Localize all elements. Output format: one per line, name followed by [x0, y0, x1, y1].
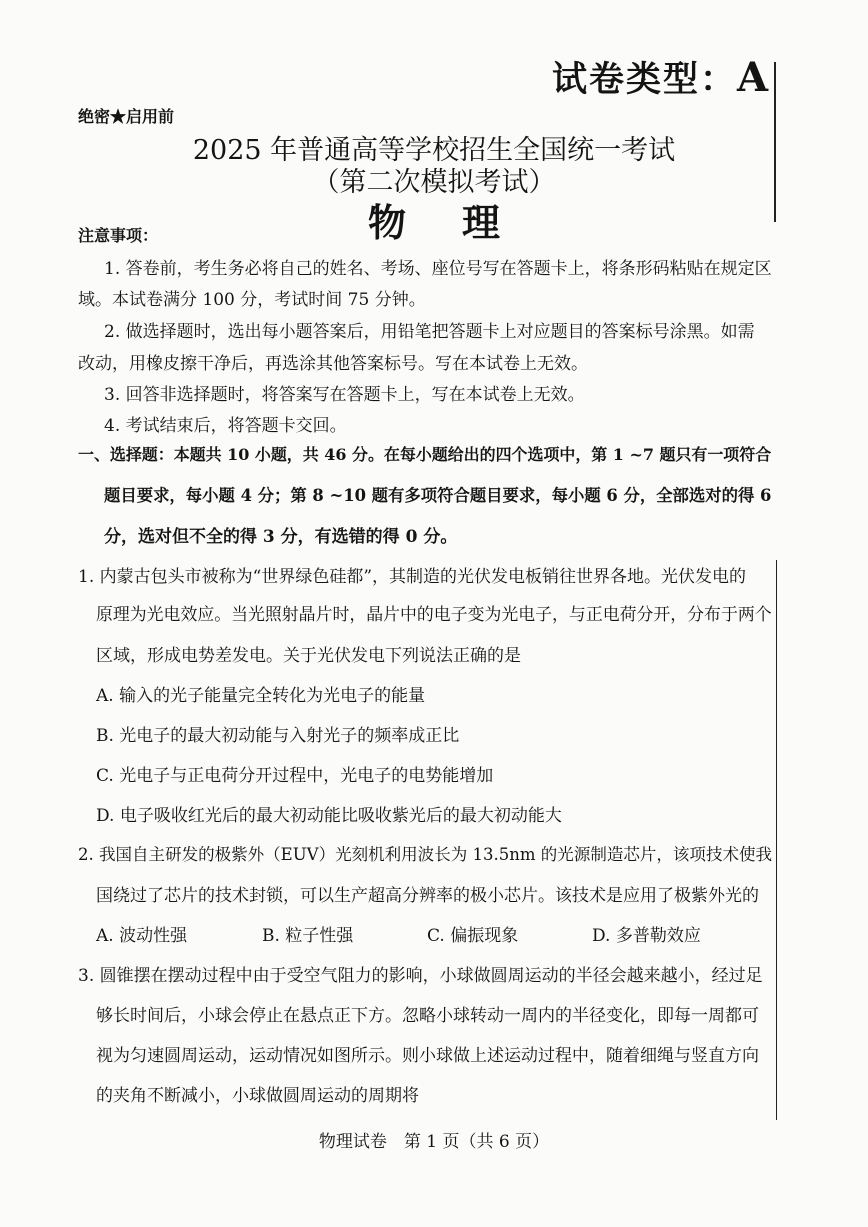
section-heading-line: 分，选对但不全的得 3 分，有选错的得 0 分。 — [104, 527, 458, 547]
question-1-option-c: C. 光电子与正电荷分开过程中，光电子的电势能增加 — [96, 766, 494, 786]
subject-title: 物理 — [367, 200, 556, 245]
question-1-option-a: A. 输入的光子能量完全转化为光电子的能量 — [96, 686, 426, 706]
question-1-stem-line: 1. 内蒙古包头市被称为“世界绿色硅都”，其制造的光伏发电板销往世界各地。光伏发电的 — [78, 567, 747, 587]
paper-type-letter: A — [736, 54, 770, 101]
question-1-option-d: D. 电子吸收红光后的最大初动能比吸收紫光后的最大初动能大 — [96, 806, 562, 826]
page-footer: 物理试卷 第 1 页（共 6 页） — [318, 1132, 550, 1152]
question-3-stem-line: 的夹角不断减小，小球做圆周运动的周期将 — [96, 1086, 419, 1106]
section-heading-line: 题目要求，每小题 4 分；第 8 ~10 题有多项符合题目要求，每小题 6 分，全部选对的得 6 — [104, 486, 772, 505]
question-2-option-c: C. 偏振现象 — [427, 926, 519, 946]
confidential-mark: 绝密★启用前 — [78, 107, 175, 126]
question-3-stem-line: 3. 圆锥摆在摆动过程中由于受空气阻力的影响，小球做圆周运动的半径会越来越小，经过足 — [78, 966, 763, 986]
paper-type-text: 试卷类型： — [551, 59, 737, 100]
question-2-stem-line: 2. 我国自主研发的极紫外（EUV）光刻机利用波长为 13.5nm 的光源制造芯片，该项技术使我 — [78, 845, 773, 864]
notice-line: 1. 答卷前，考生务必将自己的姓名、考场、座位号写在答题卡上，将条形码粘贴在规定区 — [104, 259, 772, 279]
question-1-option-b: B. 光电子的最大初动能与入射光子的频率成正比 — [96, 726, 460, 746]
question-3-stem-line: 够长时间后，小球会停止在悬点正下方。忽略小球转动一周内的半径变化，即每一周都可 — [96, 1006, 759, 1026]
question-1-stem-line: 区域，形成电势差发电。关于光伏发电下列说法正确的是 — [96, 646, 521, 666]
notice-line: 3. 回答非选择题时，将答案写在答题卡上，写在本试卷上无效。 — [104, 385, 585, 405]
notice-heading: 注意事项： — [78, 226, 159, 245]
question-2-option-a: A. 波动性强 — [96, 926, 188, 946]
notice-line: 改动，用橡皮擦干净后，再选涂其他答案标号。写在本试卷上无效。 — [78, 354, 588, 374]
question-1-stem-line: 原理为光电效应。当光照射晶片时，晶片中的电子变为光电子，与正电荷分开，分布于两个 — [96, 604, 772, 624]
exam-title: 2025 年普通高等学校招生全国统一考试 — [192, 135, 676, 166]
exam-subtitle: （第二次模拟考试） — [312, 167, 556, 198]
paper-type-label — [552, 52, 770, 102]
question-2-option-b: B. 粒子性强 — [262, 926, 354, 946]
notice-line: 2. 做选择题时，选出每小题答案后，用铅笔把答题卡上对应题目的答案标号涂黑。如需 — [104, 322, 755, 342]
section-heading-line: 一、选择题：本题共 10 小题，共 46 分。在每小题给出的四个选项中，第 1 ~7 题只有一项符合 — [78, 445, 772, 464]
notice-line: 域。本试卷满分 100 分，考试时间 75 分钟。 — [78, 290, 426, 310]
scan-edge-line-bottom — [776, 560, 777, 1120]
question-2-option-d: D. 多普勒效应 — [592, 926, 701, 946]
notice-line: 4. 考试结束后，将答题卡交回。 — [104, 416, 347, 436]
question-2-stem-line: 国绕过了芯片的技术封锁，可以生产超高分辨率的极小芯片。该技术是应用了极紫外光的 — [96, 886, 759, 906]
question-3-stem-line: 视为匀速圆周运动，运动情况如图所示。则小球做上述运动过程中，随着细绳与竖直方向 — [96, 1046, 759, 1066]
